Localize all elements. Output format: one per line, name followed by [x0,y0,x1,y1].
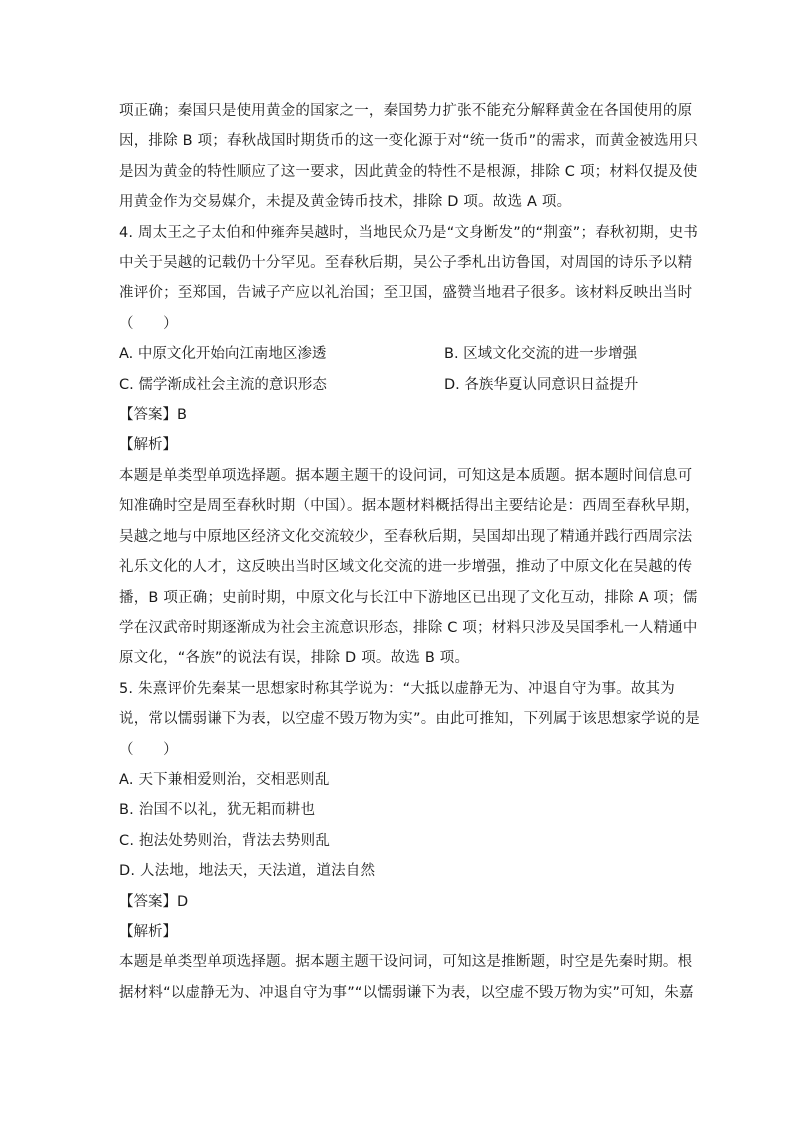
question-stem-line: 中关于吴越的记载仍十分罕见。至春秋后期，吴公子季札出访鲁国，对周国的诗乐予以精 [119,255,693,272]
answer-label: 【答案】B [119,407,187,424]
text-line: 因，排除 B 项；春秋战国时期货币的这一变化源于对“统一货币”的需求，而黄金被选用只 [119,133,699,150]
analysis-line: 本题是单类型单项选择题。据本题主题干设问词，可知这是推断题，时空是先秦时期。根 [119,954,693,971]
question-stem-line: 准评价；至郑国，告诫子产应以礼治国；至卫国，盛赞当地君子很多。该材料反映出当时 [119,285,693,302]
text-line: 用黄金作为交易媒介，未提及黄金铸币技术，排除 D 项。故选 A 项。 [119,194,572,211]
option-a: A. 中原文化开始向江南地区渗透 [119,346,327,363]
option-a: A. 天下兼相爱则治，交相恶则乱 [119,771,330,788]
analysis-line: 播，B 项正确；史前时期，中原文化与长江中下游地区已出现了文化互动，排除 A 项；儒 [119,589,698,606]
question-stem-line: 5. 朱熹评价先秦某一思想家时称其学说为：“大抵以虚静无为、冲退自守为事。故其为 [119,680,675,697]
analysis-label: 【解析】 [119,923,177,940]
option-b: B. 治国不以礼，犹无耜而耕也 [119,802,316,819]
option-row [119,370,675,400]
question-5 [119,674,701,1008]
analysis-line: 据材料“以虚静无为、冲退自守为事”“以懦弱谦下为表，以空虚不毁万物为实”可知，朱嘉 [119,984,694,1001]
option-d: D. 各族华夏认同意识日益提升 [444,376,639,393]
option-d: D. 人法地，地法天，天法道，道法自然 [119,863,376,880]
question-stem-line: 4. 周太王之子太伯和仲雍奔吴越时，当地民众乃是“文身断发”的“荆蛮”；春秋初期，史书 [119,224,699,241]
option-c: C. 抱法处势则治，背法去势则乱 [119,832,331,849]
analysis-line: 知准确时空是周至春秋时期（中国）。据本题材料概括得出主要结论是：西周至春秋早期， [119,498,700,515]
option-b: B. 区域文化交流的进一步增强 [444,346,638,363]
q3-explanation-tail [119,96,699,218]
document-page [119,96,701,1008]
text-line: 是因为黄金的特性顺应了这一要求，因此黄金的特性不是根源，排除 C 项；材料仅提及使 [119,163,698,180]
analysis-line: 学在汉武帝时期逐渐成为社会主流意识形态，排除 C 项；材料只涉及吴国季札一人精通中 [119,619,698,636]
analysis-line: 礼乐文化的人才，这反映出当时区域文化交流的进一步增强，推动了中原文化在吴越的传 [119,559,693,576]
question-stem-line: （ ） [119,315,178,332]
answer-label: 【答案】D [119,893,189,910]
option-c: C. 儒学渐成社会主流的意识形态 [119,376,327,393]
analysis-line: 本题是单类型单项选择题。据本题主题干的设问词，可知这是本质题。据本题时间信息可 [119,467,693,484]
question-stem-line: （ ） [119,741,178,758]
analysis-line: 原文化，“各族”的说法有误，排除 D 项。故选 B 项。 [119,650,470,667]
text-line: 项正确；秦国只是使用黄金的国家之一，秦国势力扩张不能充分解释黄金在各国使用的原 [119,103,693,119]
question-4 [119,218,700,674]
analysis-line: 吴越之地与中原地区经济文化交流较少，至春秋后期，吴国却出现了精通并践行西周宗法 [119,528,693,545]
analysis-label: 【解析】 [119,437,177,454]
question-stem-line: 说，常以懦弱谦下为表，以空虚不毁万物为实”。由此可推知，下列属于该思想家学说的是 [119,711,701,728]
option-row [119,339,675,369]
